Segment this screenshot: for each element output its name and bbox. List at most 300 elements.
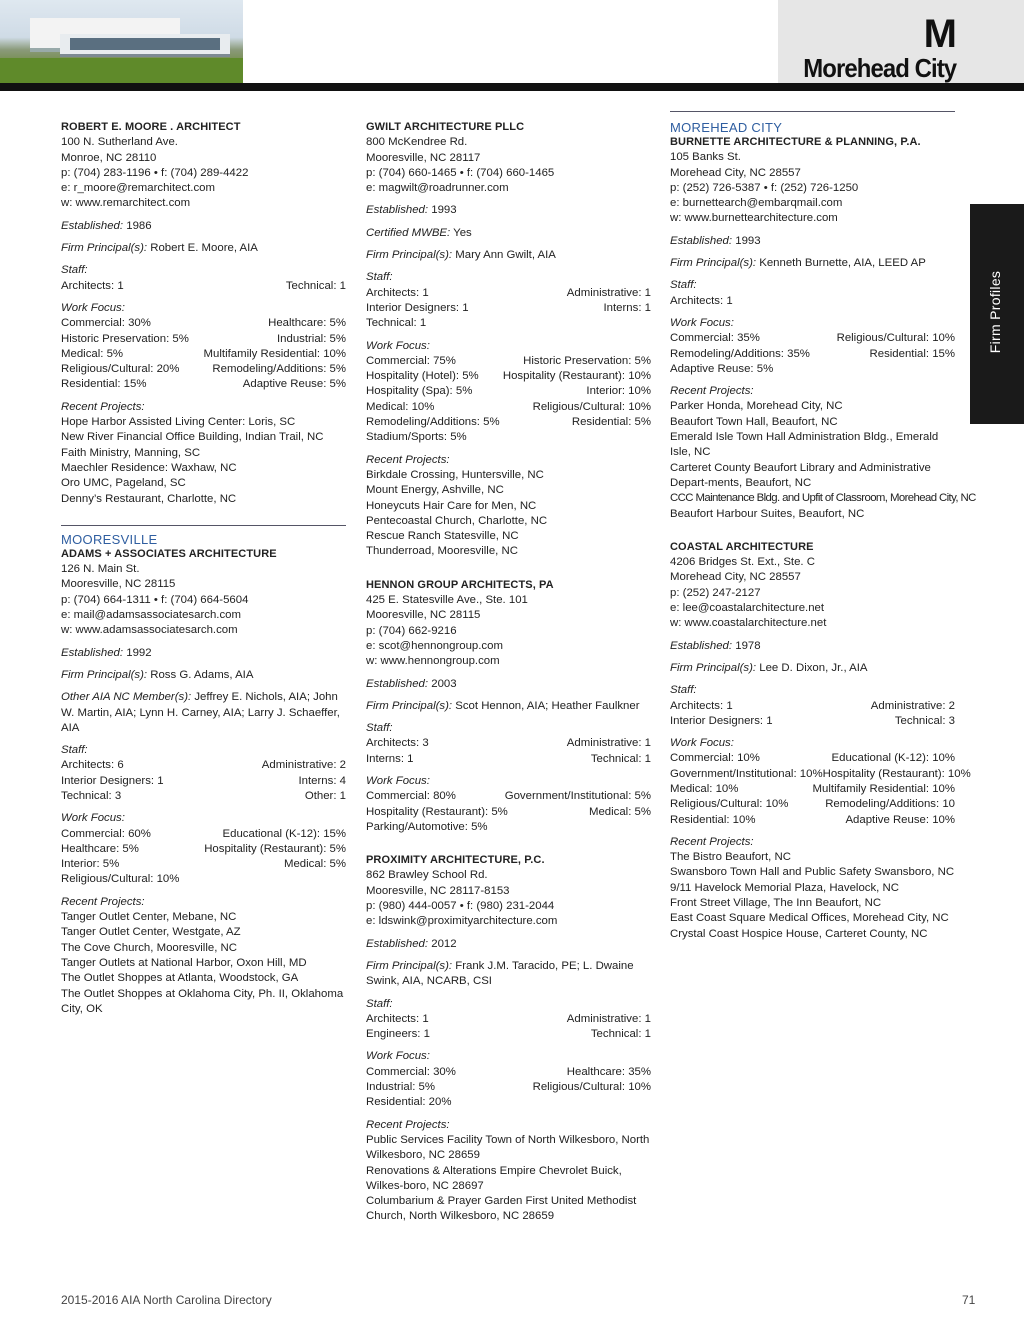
established [61, 219, 346, 234]
established-value: 1992 [126, 646, 152, 659]
mwbe [366, 226, 651, 241]
project-item: Beaufort Town Hall, Beaufort, NC [670, 415, 838, 428]
project-item: Tanger Outlet Center, Mebane, NC [61, 911, 237, 924]
staff-right: Technical: 1 [285, 279, 346, 292]
established [366, 203, 651, 218]
project-item: Thunderroad, Mooresville, NC [366, 545, 518, 558]
contact-line: 862 Brawley School Rd. [366, 869, 488, 882]
work-focus-label: Work Focus: [61, 301, 125, 314]
contact-line: p: (704) 660-1465 • f: (704) 660-1465 [366, 166, 555, 179]
contact-line: e: magwilt@roadrunner.com [366, 182, 509, 195]
contact-line: e: ldswink@proximityarchitecture.com [366, 915, 558, 928]
firm-name: HENNON GROUP ARCHITECTS, PA [366, 578, 554, 591]
project-item: New River Financial Office Building, Indian Trail, NC [61, 431, 324, 444]
staff-row [670, 294, 955, 309]
work-focus-row [61, 332, 346, 347]
staff-label: Staff: [670, 684, 697, 697]
recent-projects-label: Recent Projects: [61, 895, 145, 908]
contact-line: Mooresville, NC 28115 [61, 578, 176, 591]
work-focus-right: Interior: 10% [586, 385, 651, 398]
mwbe-value: Yes [453, 226, 472, 239]
established-label: Established: [670, 234, 733, 247]
work-focus-left: Interior: 5% [61, 858, 120, 871]
work-focus-row [366, 415, 651, 430]
column-3 [670, 120, 976, 960]
contact-line: Morehead City, NC 28557 [670, 571, 801, 584]
firm-principals-label: Firm Principal(s): [366, 959, 453, 972]
contact-line: w: www.burnettearchitecture.com [670, 212, 838, 225]
project-item: Tanger Outlets at National Harbor, Oxon Hill, MD [61, 956, 307, 969]
work-focus-label: Work Focus: [670, 316, 734, 329]
project-item: Hope Harbor Assisted Living Center: Loris, SC [61, 416, 296, 429]
staff-label: Staff: [366, 722, 393, 735]
work-focus-block [670, 736, 971, 828]
work-focus-row [366, 789, 651, 804]
mwbe-label: Certified MWBE: [366, 226, 451, 239]
project-item: Public Services Facility Town of North Wilkesboro, North Wilkesboro, NC 28659 [366, 1133, 650, 1162]
staff-right: Administrative: 1 [566, 737, 651, 750]
work-focus-left: Medical: 5% [61, 347, 124, 360]
section-title: MOREHEAD CITY [670, 120, 783, 135]
work-focus-right: Healthcare: 5% [268, 317, 346, 330]
work-focus-left: Commercial: 75% [366, 354, 456, 367]
work-focus-row [670, 347, 955, 362]
staff-left: Interior Designers: 1 [366, 301, 469, 314]
project-item: Swansboro Town Hall and Public Safety Swansboro, NC [670, 866, 955, 879]
firm-name: ADAMS + ASSOCIATES ARCHITECTURE [61, 547, 277, 560]
work-focus-right: Adaptive Reuse: 10% [845, 813, 955, 826]
contact-line: p: (252) 247-2127 [670, 586, 761, 599]
project-item: East Coast Square Medical Offices, Morehead City, NC [670, 912, 949, 925]
established [670, 639, 955, 654]
project-item: The Outlet Shoppes at Atlanta, Woodstock, GA [61, 972, 299, 985]
project-item: Birkdale Crossing, Huntersville, NC [366, 468, 544, 481]
firm-name: GWILT ARCHITECTURE PLLC [366, 121, 525, 133]
project-item: Emerald Isle Town Hall Administration Bldg., Emerald Isle, NC [670, 431, 939, 459]
staff-block [366, 270, 651, 331]
work-focus-left: Residential: 15% [61, 378, 147, 391]
firm-principals [61, 668, 346, 683]
work-focus-block [670, 316, 955, 377]
project-item: The Cove Church, Mooresville, NC [61, 941, 237, 954]
firm-principals [366, 959, 651, 990]
staff-block [670, 278, 955, 309]
work-focus-row [670, 797, 955, 812]
work-focus-row [366, 1080, 651, 1095]
staff-row [61, 774, 346, 789]
staff-block [366, 997, 651, 1043]
firm-name: COASTAL ARCHITECTURE [670, 540, 814, 553]
work-focus-block [366, 774, 651, 835]
work-focus-row [366, 369, 651, 384]
recent-projects-block [366, 453, 651, 560]
work-focus-row [61, 377, 346, 392]
work-focus-left: Healthcare: 5% [61, 842, 139, 855]
contact-line: 105 Banks St. [670, 151, 741, 164]
work-focus-right: Industrial: 5% [276, 332, 346, 345]
firm-listing [61, 120, 346, 507]
staff-left: Interior Designers: 1 [670, 714, 773, 727]
work-focus-right: Historic Preservation: 5% [523, 354, 651, 367]
work-focus-left: Hospitality (Hotel): 5% [366, 370, 479, 383]
staff-label: Staff: [366, 271, 393, 284]
established [366, 937, 651, 952]
project-item: Parker Honda, Morehead City, NC [670, 400, 843, 413]
work-focus-left: Religious/Cultural: 10% [61, 873, 180, 886]
work-focus-left: Hospitality (Restaurant): 5% [366, 805, 508, 818]
staff-right: Interns: 1 [603, 301, 651, 314]
staff-right: Other: 1 [304, 789, 346, 802]
established [670, 234, 955, 249]
staff-left: Architects: 3 [366, 737, 429, 750]
staff-left: Architects: 1 [366, 1012, 429, 1025]
firm-principals-value: Mary Ann Gwilt, AIA [455, 249, 556, 262]
contact-line: p: (704) 283-1196 • f: (704) 289-4422 [61, 166, 249, 179]
staff-row [670, 714, 955, 729]
work-focus-left: Historic Preservation: 5% [61, 332, 189, 345]
side-tab[interactable] [970, 204, 1024, 424]
firm-listing [366, 578, 651, 835]
established-label: Established: [366, 204, 429, 217]
work-focus-block [366, 1049, 651, 1110]
work-focus-left: Commercial: 30% [366, 1065, 456, 1078]
staff-block [61, 743, 346, 804]
established-value: 1986 [126, 219, 152, 232]
work-focus-right: Medical: 5% [588, 805, 651, 818]
staff-right: Technical: 3 [894, 714, 955, 727]
established-value: 1993 [431, 204, 457, 217]
recent-projects-block [61, 400, 346, 507]
recent-projects-label: Recent Projects: [670, 385, 754, 398]
staff-right: Technical: 1 [590, 1028, 651, 1041]
firm-principals-value: Ross G. Adams, AIA [150, 668, 254, 681]
established-label: Established: [61, 646, 124, 659]
firm-listing [366, 120, 651, 560]
firm-principals-label: Firm Principal(s): [670, 257, 757, 270]
firm-principals [670, 661, 955, 676]
side-tab-label: Firm Profiles [987, 270, 1003, 354]
work-focus-row [366, 820, 651, 835]
work-focus-left: Stadium/Sports: 5% [366, 431, 467, 444]
staff-right: Interns: 4 [298, 774, 346, 787]
work-focus-row [61, 857, 346, 872]
other-members-value: Jeffrey E. Nichols, AIA; John W. Martin, AIA; Lynn H. Carney, AIA; Larry J. Schaeffer, AIA [61, 691, 340, 734]
staff-label: Staff: [61, 744, 88, 757]
work-focus-left: Adaptive Reuse: 5% [670, 362, 774, 375]
staff-row [366, 1012, 651, 1027]
firm-listing [61, 547, 346, 1017]
project-item: Columbarium & Prayer Garden First United Methodist Church, North Wilkesboro, NC 28659 [366, 1195, 637, 1223]
project-item: Rescue Ranch Statesville, NC [366, 530, 519, 543]
work-focus-right: Remodeling/Additions: 10 [825, 798, 955, 811]
staff-row [366, 752, 651, 767]
contact-line: Mooresville, NC 28117 [366, 151, 481, 164]
work-focus-right: Adaptive Reuse: 5% [242, 378, 346, 391]
project-item: Faith Ministry, Manning, SC [61, 446, 201, 459]
staff-left: Technical: 3 [61, 789, 122, 802]
firm-principals-label: Firm Principal(s): [61, 668, 148, 681]
work-focus-right: Medical: 5% [283, 858, 346, 871]
work-focus-right: Hospitality (Restaurant): 10% [822, 767, 971, 780]
project-item: Crystal Coast Hospice House, Carteret County, NC [670, 927, 928, 940]
contact-line: p: (704) 664-1311 • f: (704) 664-5604 [61, 593, 249, 606]
firm-principals-label: Firm Principal(s): [366, 249, 453, 262]
work-focus-right: Hospitality (Restaurant): 10% [502, 370, 651, 383]
work-focus-left: Medical: 10% [366, 400, 435, 413]
established [61, 646, 346, 661]
firm-principals-value: Kenneth Burnette, AIA, LEED AP [759, 257, 926, 270]
firm-principals [366, 248, 651, 263]
work-focus-row [366, 1095, 651, 1110]
column-2 [366, 120, 651, 1243]
project-item: Renovations & Alterations Empire Chevrolet Buick, Wilkes-boro, NC 28697 [366, 1164, 622, 1192]
work-focus-label: Work Focus: [670, 737, 734, 750]
project-item: Beaufort Harbour Suites, Beaufort, NC [670, 507, 865, 520]
work-focus-left: Commercial: 10% [670, 752, 760, 765]
work-focus-block [61, 811, 346, 887]
contact-line: 100 N. Sutherland Ave. [61, 136, 178, 149]
firm-listing [366, 853, 651, 1225]
project-item: Oro UMC, Pageland, SC [61, 477, 186, 490]
contact-line: e: burnettearch@embarqmail.com [670, 197, 843, 210]
established-value: 2012 [431, 937, 457, 950]
work-focus-right: Educational (K-12): 15% [222, 827, 346, 840]
firm-principals [670, 256, 955, 271]
header-rule [0, 83, 1024, 91]
project-item: Front Street Village, The Inn Beaufort, NC [670, 897, 882, 910]
work-focus-right: Hospitality (Restaurant): 5% [204, 842, 346, 855]
established-value: 1993 [735, 234, 761, 247]
contact-line: w: www.remarchitect.com [61, 197, 191, 210]
contact-line: w: www.adamsassociatesarch.com [61, 624, 238, 637]
contact-line: w: www.coastalarchitecture.net [670, 617, 827, 630]
work-focus-left: Government/Institutional: 10% [670, 767, 823, 780]
recent-projects-block [366, 1118, 651, 1225]
project-item: Mount Energy, Ashville, NC [366, 484, 504, 497]
work-focus-row [61, 842, 346, 857]
staff-left: Technical: 1 [366, 317, 427, 330]
firm-principals-label: Firm Principal(s): [670, 661, 757, 674]
contact-line: p: (252) 726-5387 • f: (252) 726-1250 [670, 181, 859, 194]
work-focus-row [61, 872, 346, 887]
project-item: CCC Maintenance Bldg. and Upfit of Classroom, Morehead City, NC [670, 492, 976, 505]
firm-principals-label: Firm Principal(s): [61, 242, 148, 255]
project-item: 9/11 Havelock Memorial Plaza, Havelock, NC [670, 881, 899, 894]
staff-right: Administrative: 1 [566, 1012, 651, 1025]
work-focus-left: Industrial: 5% [366, 1081, 436, 1094]
section-rule [670, 111, 955, 112]
recent-projects-label: Recent Projects: [61, 400, 145, 413]
project-item: Maechler Residence: Waxhaw, NC [61, 461, 237, 474]
staff-left: Interior Designers: 1 [61, 774, 164, 787]
work-focus-row [366, 805, 651, 820]
work-focus-row [366, 430, 651, 445]
work-focus-label: Work Focus: [366, 1050, 430, 1063]
work-focus-row [670, 813, 955, 828]
work-focus-left: Residential: 10% [670, 813, 756, 826]
work-focus-right: Residential: 5% [571, 416, 651, 429]
firm-name: ROBERT E. MOORE . ARCHITECT [61, 121, 241, 133]
project-item: Denny’s Restaurant, Charlotte, NC [61, 492, 237, 505]
contact-line: e: lee@coastalarchitecture.net [670, 602, 825, 615]
firm-principals-label: Firm Principal(s): [366, 699, 453, 712]
header-building-photo [0, 0, 243, 83]
firm-name: PROXIMITY ARCHITECTURE, P.C. [366, 854, 545, 867]
section-title: MOORESVILLE [61, 531, 158, 547]
staff-row [366, 316, 651, 331]
staff-left: Architects: 1 [61, 279, 124, 292]
footer-directory-title: 2015-2016 AIA North Carolina Directory [61, 1293, 272, 1307]
staff-row [366, 286, 651, 301]
project-item: Honeycuts Hair Care for Men, NC [366, 499, 537, 512]
work-focus-row [61, 362, 346, 377]
contact-line: w: www.hennongroup.com [366, 655, 500, 668]
contact-line: 425 E. Statesville Ave., Ste. 101 [366, 594, 528, 607]
work-focus-row [61, 347, 346, 362]
staff-left: Architects: 1 [366, 286, 429, 299]
contact-line: Mooresville, NC 28117-8153 [366, 884, 510, 897]
project-item: Pentecoastal Church, Charlotte, NC [366, 514, 548, 527]
work-focus-left: Hospitality (Spa): 5% [366, 385, 473, 398]
column-1 [61, 120, 346, 1035]
firm-listing [670, 135, 976, 522]
staff-block [366, 721, 651, 767]
staff-right: Administrative: 1 [566, 286, 651, 299]
contact-line: Monroe, NC 28110 [61, 151, 157, 164]
work-focus-row [366, 400, 651, 415]
work-focus-right: Multifamily Residential: 10% [203, 347, 346, 360]
recent-projects-block [670, 384, 976, 522]
project-item: The Outlet Shoppes at Oklahoma City, Ph. II, Oklahoma City, OK [61, 987, 344, 1015]
recent-projects-block [670, 835, 955, 942]
contact-line: 800 McKendree Rd. [366, 136, 468, 149]
work-focus-left: Commercial: 60% [61, 827, 151, 840]
page-header [0, 0, 1024, 83]
work-focus-row [670, 362, 955, 377]
firm-principals [366, 699, 651, 714]
established-label: Established: [61, 219, 124, 232]
work-focus-row [670, 767, 971, 782]
staff-right: Administrative: 2 [870, 699, 955, 712]
staff-row [366, 301, 651, 316]
staff-left: Architects: 6 [61, 759, 124, 772]
contact-line: Morehead City, NC 28557 [670, 166, 801, 179]
work-focus-right: Religious/Cultural: 10% [836, 332, 955, 345]
work-focus-label: Work Focus: [366, 339, 430, 352]
project-item: The Bistro Beaufort, NC [670, 851, 791, 864]
staff-label: Staff: [61, 264, 88, 277]
header-city: Morehead City [803, 53, 956, 83]
other-members-label: Other AIA NC Member(s): [61, 691, 192, 704]
work-focus-row [61, 827, 346, 842]
staff-left: Architects: 1 [670, 294, 733, 307]
recent-projects-label: Recent Projects: [366, 453, 450, 466]
firm-listing [670, 540, 971, 942]
staff-left: Engineers: 1 [366, 1028, 430, 1041]
work-focus-left: Commercial: 30% [61, 317, 151, 330]
work-focus-right: Remodeling/Additions: 5% [212, 363, 346, 376]
work-focus-right: Healthcare: 35% [566, 1065, 651, 1078]
firm-principals [61, 241, 346, 256]
firm-principals-value: Lee D. Dixon, Jr., AIA [759, 661, 868, 674]
contact-line: e: scot@hennongroup.com [366, 639, 503, 652]
recent-projects-block [61, 895, 346, 1017]
established-label: Established: [670, 639, 733, 652]
established-label: Established: [366, 937, 429, 950]
contact-line: p: (980) 444-0057 • f: (980) 231-2044 [366, 900, 555, 913]
contact-line: e: mail@adamsassociatesarch.com [61, 609, 241, 622]
work-focus-left: Commercial: 35% [670, 332, 760, 345]
work-focus-row [670, 331, 955, 346]
work-focus-row [366, 354, 651, 369]
staff-label: Staff: [670, 279, 697, 292]
section-rule [61, 525, 346, 526]
work-focus-row [366, 384, 651, 399]
work-focus-right: Residential: 15% [869, 347, 955, 360]
staff-row [61, 789, 346, 804]
work-focus-right: Religious/Cultural: 10% [532, 1081, 651, 1094]
staff-block [61, 263, 346, 294]
contact-line: e: r_moore@remarchitect.com [61, 182, 215, 195]
staff-label: Staff: [366, 997, 393, 1010]
firm-principals-value: Robert E. Moore, AIA [150, 242, 258, 255]
staff-right: Administrative: 2 [261, 759, 346, 772]
work-focus-label: Work Focus: [366, 774, 430, 787]
established-value: 2003 [431, 677, 457, 690]
staff-block [670, 683, 955, 729]
work-focus-left: Remodeling/Additions: 35% [670, 347, 810, 360]
work-focus-row [670, 782, 955, 797]
work-focus-block [61, 301, 346, 393]
project-item: Carteret County Beaufort Library and Administrative Depart-ments, Beaufort, NC [670, 461, 931, 489]
header-letter: M [923, 12, 956, 56]
work-focus-left: Parking/Automotive: 5% [366, 820, 488, 833]
project-item: Tanger Outlet Center, Westgate, AZ [61, 926, 241, 939]
work-focus-block [366, 339, 651, 446]
work-focus-row [670, 751, 955, 766]
work-focus-right: Government/Institutional: 5% [504, 790, 651, 803]
work-focus-right: Educational (K-12): 10% [831, 752, 955, 765]
staff-left: Architects: 1 [670, 699, 733, 712]
established-value: 1978 [735, 639, 761, 652]
work-focus-left: Commercial: 80% [366, 790, 456, 803]
work-focus-right: Religious/Cultural: 10% [532, 400, 651, 413]
staff-row [61, 279, 346, 294]
work-focus-right: Multifamily Residential: 10% [812, 782, 955, 795]
contact-line: 4206 Bridges St. Ext., Ste. C [670, 556, 815, 569]
page-number: 71 [962, 1293, 976, 1307]
firm-name: BURNETTE ARCHITECTURE & PLANNING, P.A. [670, 136, 921, 148]
staff-row [61, 758, 346, 773]
work-focus-left: Religious/Cultural: 20% [61, 363, 180, 376]
contact-line: Mooresville, NC 28115 [366, 609, 481, 622]
contact-line: 126 N. Main St. [61, 563, 140, 576]
firm-principals-value: Scot Hennon, AIA; Heather Faulkner [455, 699, 640, 712]
staff-row [366, 736, 651, 751]
contact-line: p: (704) 662-9216 [366, 624, 457, 637]
staff-row [670, 699, 955, 714]
work-focus-left: Religious/Cultural: 10% [670, 798, 789, 811]
recent-projects-label: Recent Projects: [366, 1118, 450, 1131]
work-focus-row [61, 316, 346, 331]
work-focus-label: Work Focus: [61, 812, 125, 825]
work-focus-left: Medical: 10% [670, 782, 739, 795]
firm-principals-value: Frank J.M. Taracido, PE; L. Dwaine Swink, AIA, NCARB, CSI [366, 959, 634, 988]
staff-right: Technical: 1 [590, 752, 651, 765]
established-label: Established: [366, 677, 429, 690]
work-focus-left: Remodeling/Additions: 5% [366, 416, 500, 429]
staff-left: Interns: 1 [366, 752, 414, 765]
